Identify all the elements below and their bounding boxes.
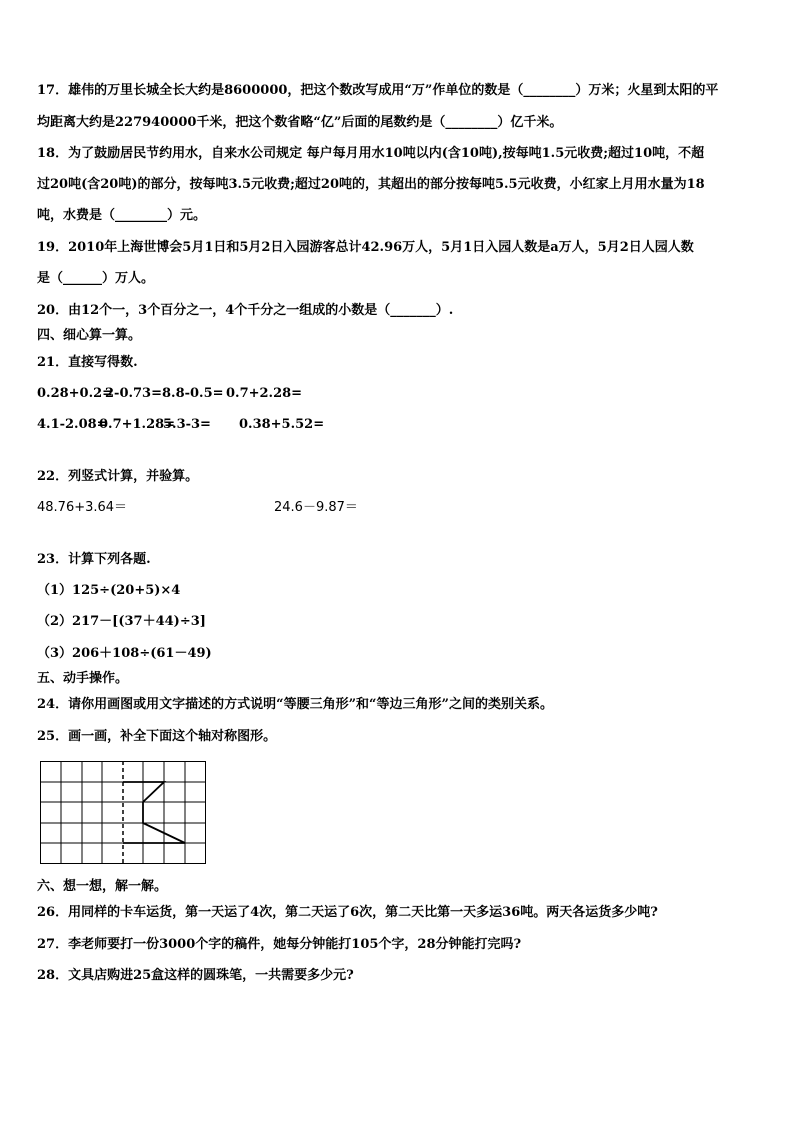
half-figure [123, 782, 185, 843]
q20-line1: 20．由12个一，3个百分之一，4个千分之一组成的小数是（_______）. [37, 303, 454, 318]
q23-item-1: （1）125÷(20+5)×4 [37, 583, 181, 598]
q21-item: 2-0.73= [105, 386, 162, 401]
q21-item: 0.7+2.28= [226, 386, 303, 401]
q21-item: 0.38+5.52= [239, 417, 325, 432]
symmetry-grid-figure [40, 761, 208, 867]
section-4-heading: 四、细心算一算。 [37, 328, 142, 343]
q23-title: 23．计算下列各题. [37, 552, 151, 567]
q21-row2 [37, 416, 324, 434]
q27-line1: 27．李老师要打一份3000个字的稿件，她每分钟能打105个字，28分钟能打完吗? [37, 937, 522, 952]
q22-title: 22．列竖式计算，并验算。 [37, 469, 199, 484]
q21-item: 8.8-0.5= [162, 386, 224, 401]
q21-item: 4.1-2.08= [37, 417, 108, 432]
q22-expr1: 48.76+3.64＝ [37, 500, 128, 515]
q21-item: 0.7+1.28= [99, 417, 176, 432]
q18-line1: 18．为了鼓励居民节约用水，自来水公司规定 每户每月用水10吨以内(含10吨),按每吨1.5元收费;超过10吨，不超 [37, 146, 705, 161]
q19-line1: 19．2010年上海世博会5月1日和5月2日入园游客总计42.96万人，5月1日入园人数是a万人，5月2日人园人数 [37, 240, 694, 255]
q25-title: 25．画一画，补全下面这个轴对称图形。 [37, 729, 277, 744]
q21-row1 [37, 385, 302, 403]
q23-item-2: （2）217－[(37＋44)÷3] [37, 614, 206, 629]
section-5-heading: 五、动手操作。 [37, 671, 129, 686]
q18-line3: 吨，水费是（________）元。 [37, 208, 207, 223]
q24-line1: 24．请你用画图或用文字描述的方式说明“等腰三角形”和“等边三角形”之间的类别关系。 [37, 697, 554, 712]
q28-line1: 28．文具店购进25盒这样的圆珠笔，一共需要多少元? [37, 968, 354, 983]
q17-line2: 均距离大约是227940000千米，把这个数省略“亿”后面的尾数约是（________）亿千米。 [37, 115, 563, 130]
q21-item: 0.28+0.2= [37, 386, 114, 401]
q22-expr2: 24.6－9.87＝ [274, 500, 358, 515]
q21-title: 21．直接写得数. [37, 355, 138, 370]
q19-line2: 是（______）万人。 [37, 271, 155, 286]
q23-item-3: （3）206＋108÷(61－49) [37, 646, 212, 661]
q26-line1: 26．用同样的卡车运货，第一天运了4次，第二天运了6次，第二天比第一天多运36吨。两天各运货多少吨? [37, 905, 658, 920]
section-6-heading: 六、想一想，解一解。 [37, 879, 168, 894]
q18-line2: 过20吨(含20吨)的部分，按每吨3.5元收费;超过20吨的，其超出的部分按每吨5.5元收费，小红家上月用水量为18 [37, 177, 705, 192]
q21-item: 5.3-3= [163, 417, 211, 432]
q17-line1: 17．雄伟的万里长城全长大约是8600000，把这个数改写成用“万”作单位的数是（________）万米；火星到太阳的平 [37, 83, 719, 98]
